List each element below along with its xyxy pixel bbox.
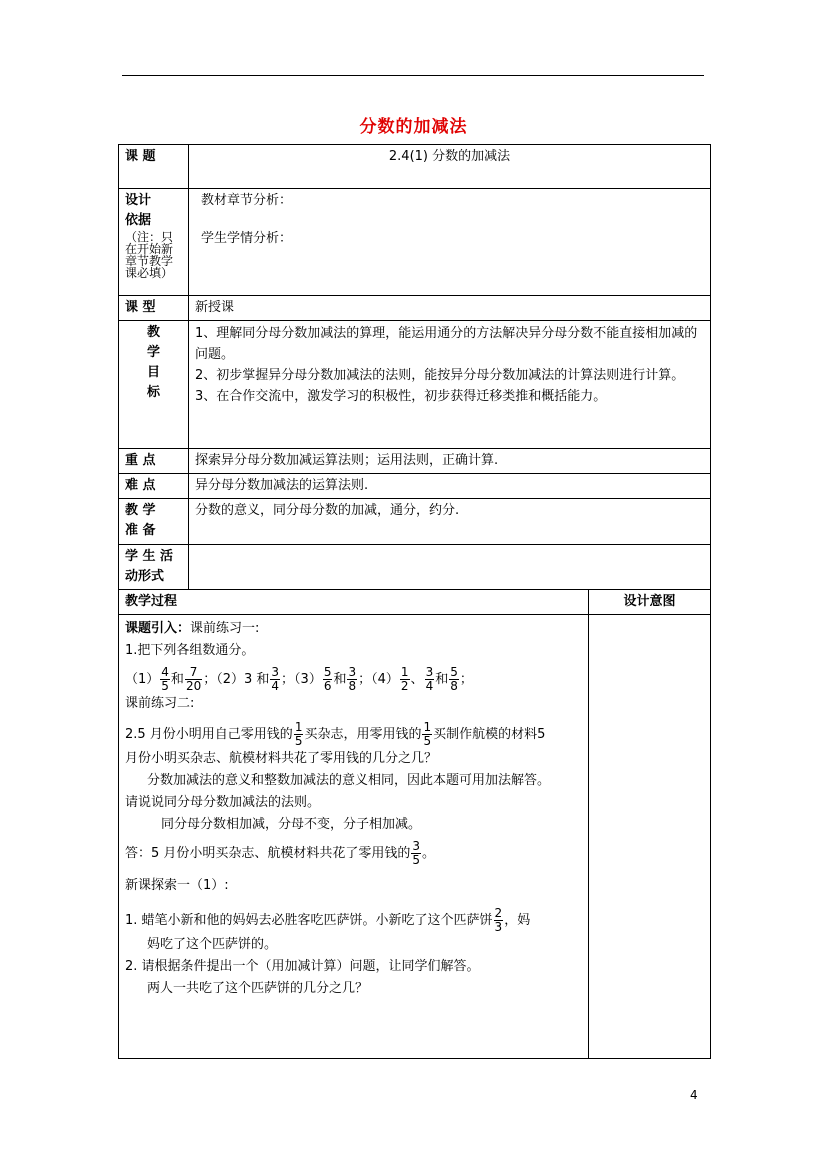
key-label: 重 点 bbox=[119, 449, 189, 474]
fraction: $\frac{3}{8}$ bbox=[348, 665, 357, 693]
text: 答：5 月份小明买杂志、航模材料共花了零用钱的 bbox=[125, 846, 411, 861]
difficult-value: 异分母分数加减法的运算法则. bbox=[189, 474, 711, 499]
q2: 2. 请根据条件提出一个（用加减计算）问题，让同学们解答。 bbox=[125, 959, 480, 974]
fraction: $\frac{1}{5}$ bbox=[294, 720, 303, 748]
rule-answer: 同分母分数相加减，分母不变，分子相加减。 bbox=[161, 817, 422, 832]
goals-label-char: 教 bbox=[146, 325, 160, 340]
text: 。 bbox=[422, 846, 436, 861]
fraction: $\frac{3}{5}$ bbox=[412, 839, 421, 867]
intent-content bbox=[589, 615, 711, 1059]
row-prep bbox=[119, 499, 711, 545]
fraction: $\frac{3}{4}$ bbox=[271, 665, 280, 693]
prep-label-cell bbox=[119, 499, 189, 545]
q1-line1 bbox=[125, 907, 582, 934]
text: ； bbox=[459, 672, 473, 687]
row-process bbox=[119, 615, 711, 1059]
goal-item: 2、初步掌握异分母分数加减法的法则，能按异分母分数加减法的计算法则进行计算。 bbox=[195, 368, 685, 383]
row-type bbox=[119, 296, 711, 321]
intro-rest: 课前练习一: bbox=[190, 621, 260, 636]
row-goals bbox=[119, 321, 711, 449]
explore-title: 新课探索一（1）: bbox=[125, 878, 229, 893]
fraction: $\frac{1}{5}$ bbox=[423, 720, 432, 748]
text: 1. 蜡笔小新和他的妈妈去必胜客吃匹萨饼。小新吃了这个匹萨饼 bbox=[125, 913, 493, 928]
design-item-1: 教材章节分析： bbox=[201, 193, 293, 208]
fraction: $\frac{5}{6}$ bbox=[323, 665, 332, 693]
fraction: $\frac{5}{8}$ bbox=[450, 665, 458, 693]
text: ；（3） bbox=[281, 672, 322, 687]
row-process-header bbox=[119, 590, 711, 615]
text: 、 bbox=[410, 672, 424, 687]
goal-item: 3、在合作交流中，激发学习的积极性，初步获得迁移类推和概括能力。 bbox=[195, 389, 607, 404]
fraction: $\frac{3}{4}$ bbox=[425, 665, 434, 693]
design-label-1: 设计 bbox=[125, 193, 152, 208]
goals-label-char: 标 bbox=[146, 385, 160, 400]
text: （1） bbox=[125, 672, 160, 687]
topic-value: 2.4(1) 分数的加减法 bbox=[189, 145, 711, 189]
activity-value bbox=[189, 545, 711, 590]
intro-label: 课题引入： bbox=[125, 621, 191, 636]
intent-header: 设计意图 bbox=[589, 590, 711, 615]
goals-label-char: 学 bbox=[146, 345, 160, 360]
row-topic bbox=[119, 145, 711, 189]
ex1-title: 1.把下列各组数通分。 bbox=[125, 643, 255, 658]
goals-label-char: 目 bbox=[146, 365, 160, 380]
fraction: $\frac{2}{3}$ bbox=[494, 906, 503, 934]
design-note: （注：只在开始新章节教学课必填） bbox=[125, 230, 174, 280]
lesson-plan-table bbox=[118, 144, 711, 1059]
topic-label: 课 题 bbox=[119, 145, 189, 189]
text: ；（2）3 和 bbox=[203, 672, 270, 687]
key-value: 探索异分母分数加减运算法则；运用法则，正确计算. bbox=[189, 449, 711, 474]
q1-line2: 妈吃了这个匹萨饼的。 bbox=[147, 937, 278, 952]
prep-value: 分数的意义，同分母分数的加减，通分，约分. bbox=[189, 499, 711, 545]
goal-item: 1、理解同分母分数加减法的算理，能运用通分的方法解决异分母分数不能直接相加减的问题。 bbox=[195, 326, 698, 362]
header-rule bbox=[122, 75, 704, 76]
activity-label-2: 动形式 bbox=[125, 569, 165, 584]
answer-line bbox=[125, 840, 582, 867]
text: 和 bbox=[333, 672, 347, 687]
row-design bbox=[119, 189, 711, 296]
design-item-2: 学生学情分析： bbox=[201, 231, 293, 246]
type-label: 课 型 bbox=[119, 296, 189, 321]
process-header: 教学过程 bbox=[119, 590, 589, 615]
difficult-label: 难 点 bbox=[119, 474, 189, 499]
text: ，妈 bbox=[504, 913, 531, 928]
prep-label-1: 教 学 bbox=[125, 503, 156, 518]
page-title: 分数的加减法 bbox=[359, 117, 468, 137]
row-key bbox=[119, 449, 711, 474]
activity-label-1: 学 生 活 bbox=[125, 549, 174, 564]
design-label-cell bbox=[119, 189, 189, 296]
text: ；（4） bbox=[358, 672, 399, 687]
type-value: 新授课 bbox=[189, 296, 711, 321]
page-number: 4 bbox=[690, 1088, 698, 1102]
ex2-note: 分数加减法的意义和整数加减法的意义相同，因此本题可用加法解答。 bbox=[147, 773, 551, 788]
prep-label-2: 准 备 bbox=[125, 523, 156, 538]
goals-label bbox=[119, 321, 189, 449]
text: 买杂志，用零用钱的 bbox=[304, 727, 422, 742]
text: 和 bbox=[435, 672, 449, 687]
fraction: $\frac{7}{20}$ bbox=[185, 665, 202, 693]
ex2-line2: 月份小明买杂志、航模材料共花了零用钱的几分之几？ bbox=[125, 751, 438, 766]
row-activity bbox=[119, 545, 711, 590]
q3: 两人一共吃了这个匹萨饼的几分之几？ bbox=[147, 981, 369, 996]
process-content bbox=[119, 615, 589, 1059]
activity-label-cell bbox=[119, 545, 189, 590]
ex1-fractions bbox=[125, 666, 582, 693]
text: 和 bbox=[170, 672, 184, 687]
row-difficult bbox=[119, 474, 711, 499]
fraction: $\frac{1}{2}$ bbox=[400, 665, 409, 693]
rule-question: 请说说同分母分数加减法的法则。 bbox=[125, 795, 321, 810]
fraction: $\frac{4}{5}$ bbox=[161, 665, 169, 693]
text: 买制作航模的材料5 bbox=[433, 727, 546, 742]
text: 2.5 月份小明用自己零用钱的 bbox=[125, 727, 293, 742]
design-label-2: 依据 bbox=[125, 213, 152, 228]
ex2-title: 课前练习二: bbox=[125, 696, 195, 711]
ex2-line1 bbox=[125, 721, 582, 748]
